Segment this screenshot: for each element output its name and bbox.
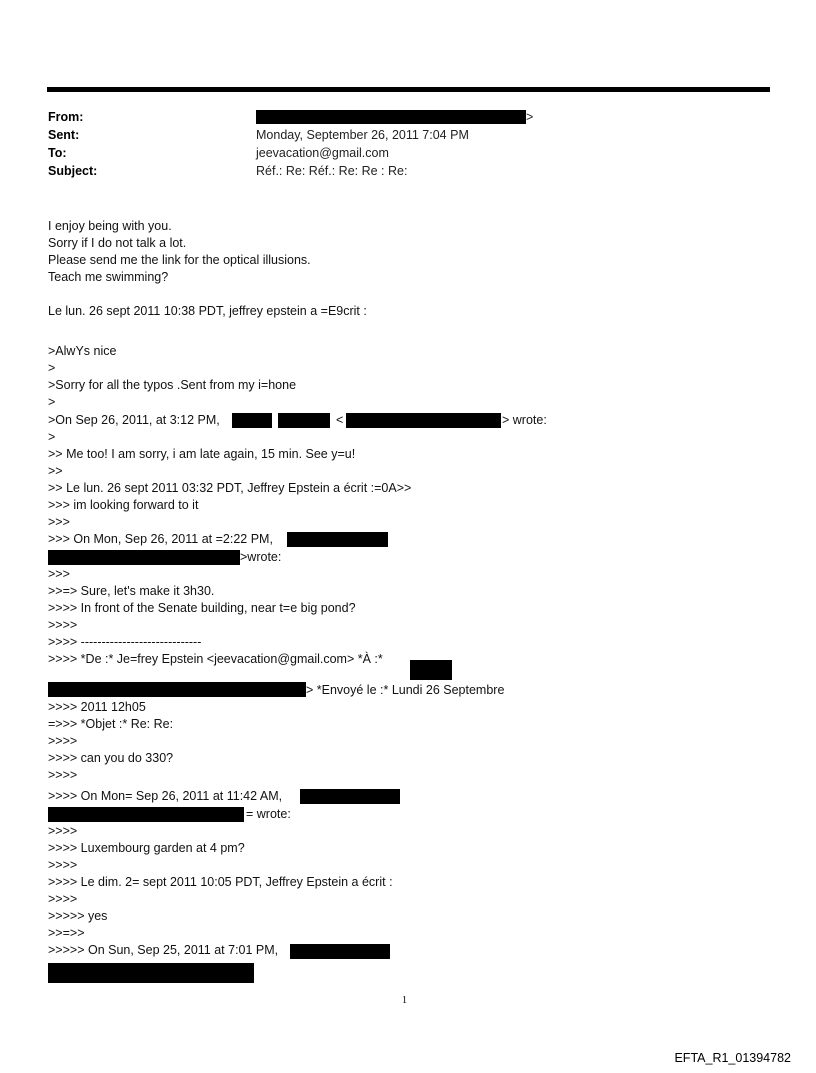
quote-fragment: > wrote: <box>502 413 547 427</box>
quote-line: >>>> *De :* Je=frey Epstein <jeevacation@gmail.com> *À :* <box>48 652 383 666</box>
quote-line: >>> im looking forward to it <box>48 498 199 512</box>
quote-line: > <box>48 395 56 409</box>
redaction <box>290 944 390 959</box>
quote-line: >>>> In front of the Senate building, near t=e big pond? <box>48 601 356 615</box>
redaction <box>48 807 244 822</box>
quote-line: >>>> <box>48 618 78 632</box>
quote-line: >>> <box>48 515 70 529</box>
quote-line: >>>> Le dim. 2= sept 2011 10:05 PDT, Jeffrey Epstein a écrit : <box>48 875 393 889</box>
to-label: To: <box>48 146 67 160</box>
redaction <box>48 550 240 565</box>
redaction-from <box>256 110 526 124</box>
quote-line: >>>>> yes <box>48 909 108 923</box>
quote-line: >>=>> <box>48 926 85 940</box>
sent-value: Monday, September 26, 2011 7:04 PM <box>256 128 469 142</box>
quote-line: >>>> On Mon= Sep 26, 2011 at 11:42 AM, <box>48 789 283 803</box>
quote-line: >> Me too! I am sorry, i am late again, 15 min. See y=u! <box>48 447 356 461</box>
quote-line: =>>> *Objet :* Re: Re: <box>48 717 174 731</box>
quote-line: >>>> <box>48 892 78 906</box>
redaction <box>48 682 306 697</box>
sent-label: Sent: <box>48 128 80 142</box>
quote-line: >>>> Luxembourg garden at 4 pm? <box>48 841 245 855</box>
quote-line: >Sorry for all the typos .Sent from my i=hone <box>48 378 297 392</box>
body-line: Le lun. 26 sept 2011 10:38 PDT, jeffrey epstein a =E9crit : <box>48 304 367 318</box>
quote-line: >On Sep 26, 2011, at 3:12 PM, <box>48 413 220 427</box>
quote-line: > <box>48 430 56 444</box>
to-value: jeevacation@gmail.com <box>256 146 389 160</box>
redaction <box>410 660 452 680</box>
document-id: EFTA_R1_01394782 <box>674 1051 791 1065</box>
quote-fragment: = wrote: <box>246 807 291 821</box>
body-line: Teach me swimming? <box>48 270 169 284</box>
body-line: I enjoy being with you. <box>48 219 172 233</box>
header-rule <box>47 87 770 92</box>
body-line: Please send me the link for the optical illusions. <box>48 253 311 267</box>
quote-line: >>>> <box>48 734 78 748</box>
redaction <box>346 413 501 428</box>
quote-line: >>> On Mon, Sep 26, 2011 at =2:22 PM, <box>48 532 273 546</box>
quote-fragment: < <box>336 413 344 427</box>
quote-line: >> <box>48 464 63 478</box>
quote-line: > <box>48 361 56 375</box>
quote-fragment: > *Envoyé le :* Lundi 26 Septembre <box>306 683 505 697</box>
quote-line: >> Le lun. 26 sept 2011 03:32 PDT, Jeffrey Epstein a écrit :=0A>> <box>48 481 412 495</box>
redaction <box>278 413 330 428</box>
redaction <box>232 413 272 428</box>
redaction <box>287 532 388 547</box>
from-suffix: > <box>526 110 534 124</box>
quote-line: >AlwYs nice <box>48 344 117 358</box>
quote-fragment: >wrote: <box>240 550 282 564</box>
quote-line: >>>>> On Sun, Sep 25, 2011 at 7:01 PM, <box>48 943 279 957</box>
quote-line: >>>> <box>48 858 78 872</box>
quote-line: >>>> <box>48 824 78 838</box>
quote-line: >>>> can you do 330? <box>48 751 174 765</box>
redaction <box>300 789 400 804</box>
quote-line: >>=> Sure, let's make it 3h30. <box>48 584 215 598</box>
quote-line: >>>> <box>48 768 78 782</box>
page-number: 1 <box>402 995 407 1006</box>
redaction <box>48 963 254 983</box>
quote-line: >>> <box>48 567 70 581</box>
quote-line: >>>> ----------------------------- <box>48 635 202 649</box>
subject-label: Subject: <box>48 164 98 178</box>
quote-line: >>>> 2011 12h05 <box>48 700 146 714</box>
subject-value: Réf.: Re: Réf.: Re: Re : Re: <box>256 164 408 178</box>
body-line: Sorry if I do not talk a lot. <box>48 236 187 250</box>
from-label: From: <box>48 110 84 124</box>
